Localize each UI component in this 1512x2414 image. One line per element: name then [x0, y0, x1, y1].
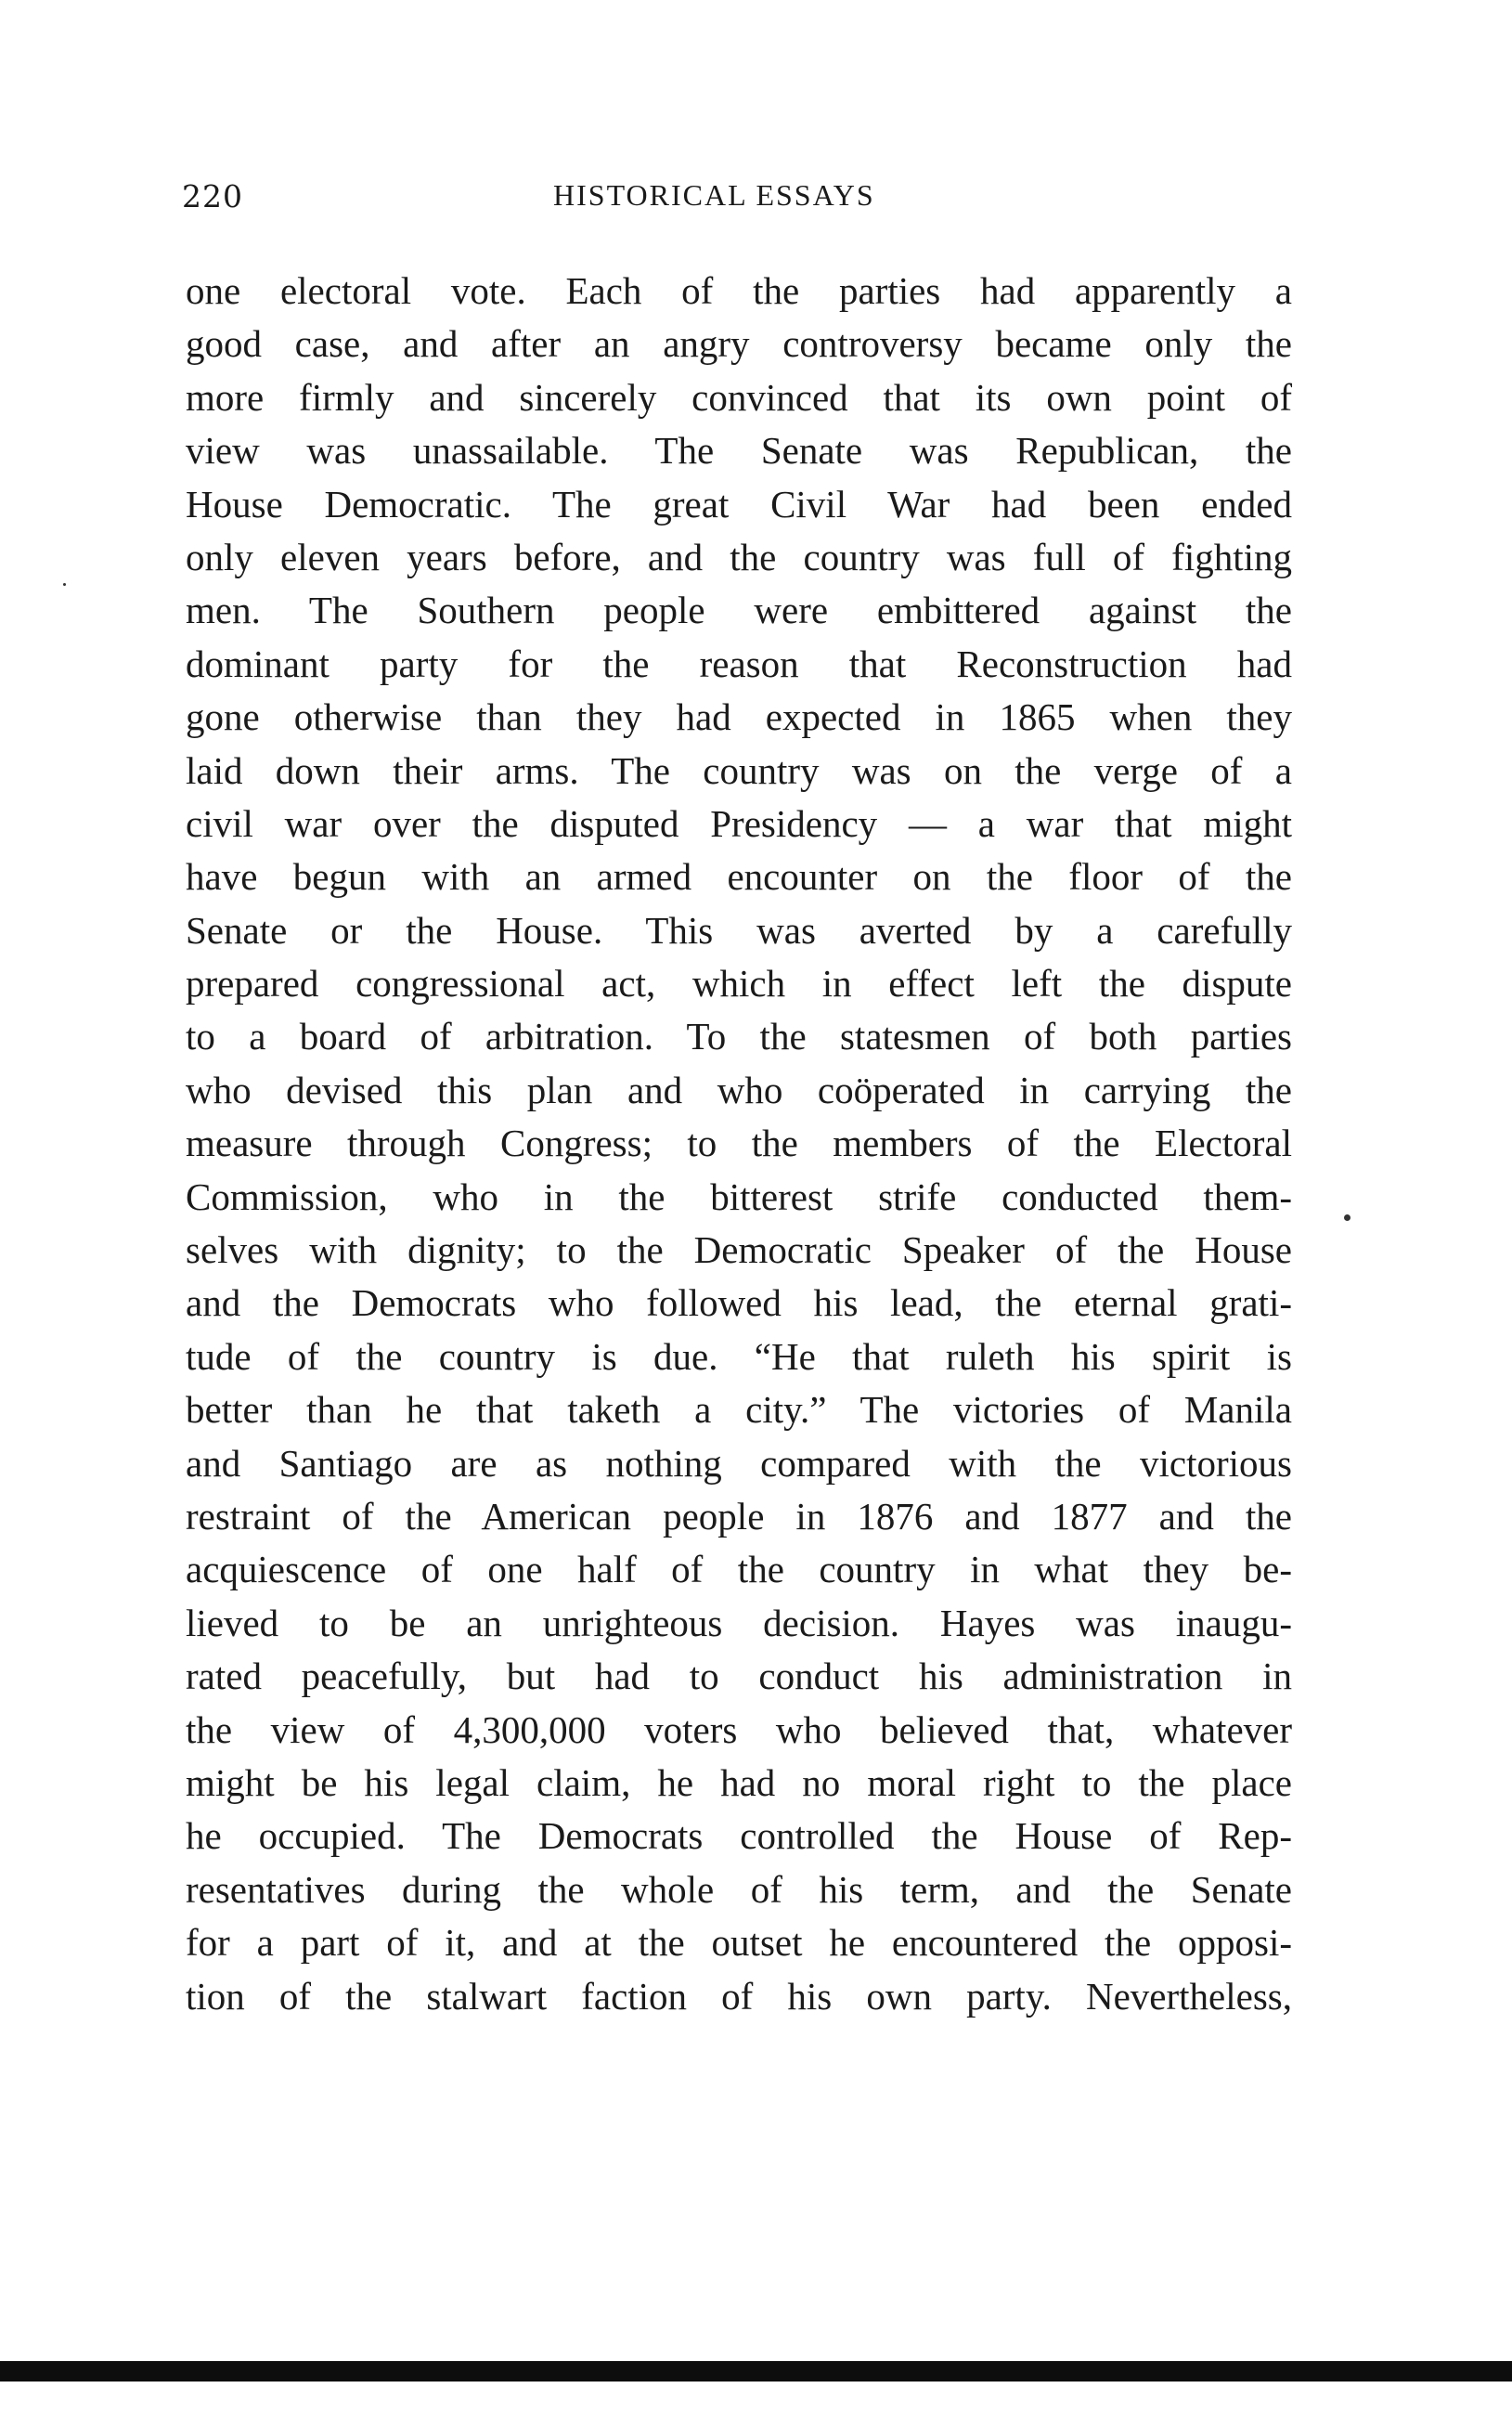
running-title: HISTORICAL ESSAYS	[553, 178, 875, 212]
text-line: men. The Southern people were embittered against the	[186, 589, 1292, 632]
text-line: laid down their arms. The country was on the verge of a	[186, 748, 1292, 792]
text-line: he occupied. The Democrats controlled the House of Rep-	[186, 1814, 1292, 1858]
text-line: have begun with an armed encounter on the floor of the	[186, 855, 1292, 899]
text-line: one electoral vote. Each of the parties had apparently a	[186, 269, 1292, 312]
text-line: who devised this plan and who coöperated in carrying the	[186, 1068, 1292, 1111]
text-line: civil war over the disputed Presidency — a war that might	[186, 801, 1292, 845]
text-line: to a board of arbitration. To the statesmen of both parties	[186, 1015, 1292, 1058]
text-line: only eleven years before, and the country was full of fighting	[186, 535, 1292, 578]
text-line: measure through Congress; to the members of the Electoral	[186, 1122, 1292, 1165]
text-line: prepared congressional act, which in effect left the dispute	[186, 962, 1292, 1006]
text-line: acquiescence of one half of the country in what they be-	[186, 1548, 1292, 1591]
text-line: and Santiago are as nothing compared with the victorious	[186, 1441, 1292, 1485]
text-line: tion of the stalwart faction of his own party. Nevertheless,	[186, 1974, 1292, 2018]
text-line: selves with dignity; to the Democratic Speaker of the House	[186, 1228, 1292, 1272]
text-line: gone otherwise than they had expected in 1865 when they	[186, 695, 1292, 739]
text-line: the view of 4,300,000 voters who believed that, whatever	[186, 1707, 1292, 1751]
text-line: resentatives during the whole of his term, and the Senate	[186, 1867, 1292, 1911]
text-line: and the Democrats who followed his lead, the eternal grati-	[186, 1281, 1292, 1325]
text-line: Senate or the House. This was averted by a carefully	[186, 908, 1292, 952]
text-line: Commission, who in the bitterest strife conducted them-	[186, 1175, 1292, 1218]
text-line: more firmly and sincerely convinced that its own point of	[186, 375, 1292, 419]
scan-speck	[63, 583, 66, 586]
text-line: restraint of the American people in 1876 and 1877 and the	[186, 1494, 1292, 1538]
text-line: House Democratic. The great Civil War had been ended	[186, 482, 1292, 526]
scan-speck	[1344, 1214, 1350, 1221]
text-line: might be his legal claim, he had no moral right to the place	[186, 1760, 1292, 1804]
text-line: rated peacefully, but had to conduct his administration in	[186, 1655, 1292, 1698]
body-paragraph	[186, 265, 1292, 2023]
text-line: good case, and after an angry controversy became only the	[186, 322, 1292, 366]
text-line: for a part of it, and at the outset he encountered the opposi-	[186, 1921, 1292, 1965]
text-line: better than he that taketh a city.” The victories of Manila	[186, 1388, 1292, 1432]
bottom-scan-rule	[0, 2361, 1512, 2382]
text-line: dominant party for the reason that Reconstruction had	[186, 642, 1292, 685]
page-number: 220	[182, 178, 243, 214]
text-line: view was unassailable. The Senate was Republican, the	[186, 429, 1292, 473]
text-line: lieved to be an unrighteous decision. Hayes was inaugu-	[186, 1601, 1292, 1644]
text-line: tude of the country is due. “He that ruleth his spirit is	[186, 1334, 1292, 1378]
running-head	[182, 178, 1296, 225]
